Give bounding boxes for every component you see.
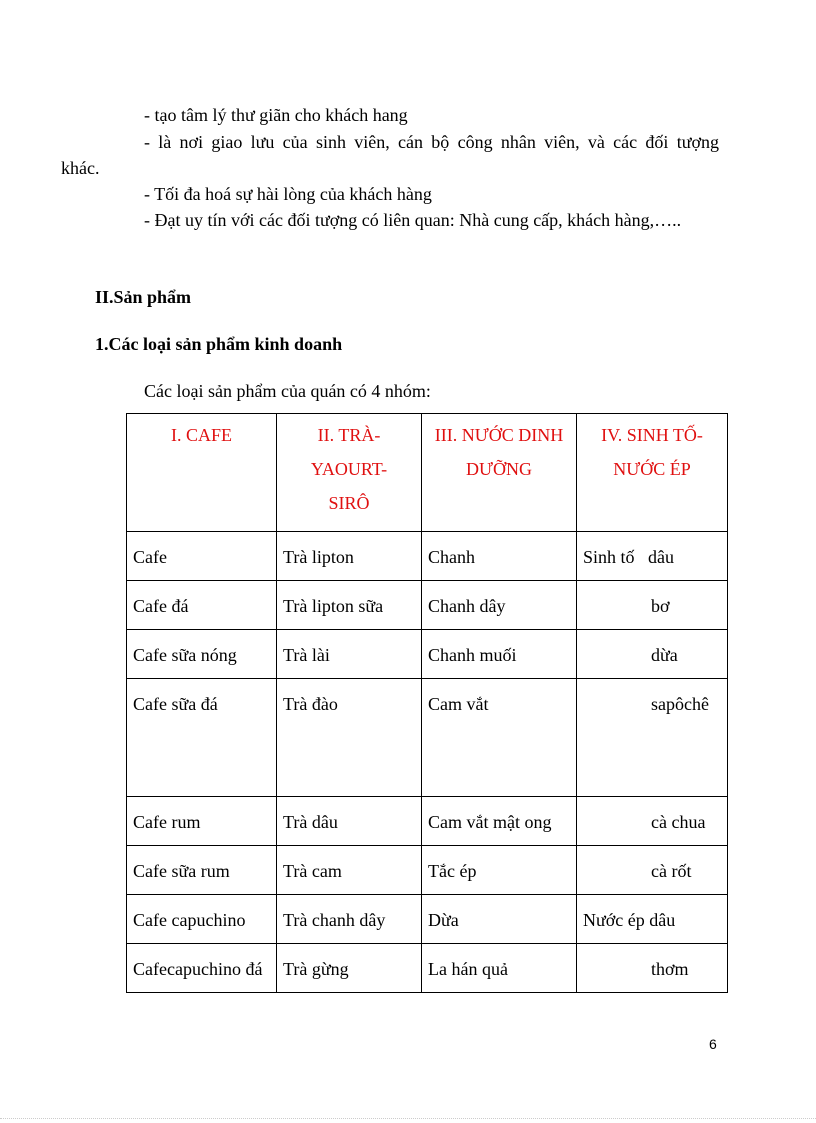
table-cell: Cafe sữa nóng (127, 630, 277, 679)
products-table (126, 413, 728, 993)
table-cell: thơm (577, 944, 728, 993)
table-cell: Trà đào (277, 679, 422, 797)
table-cell: Trà lipton sữa (277, 581, 422, 630)
table-cell: La hán quả (422, 944, 577, 993)
table-cell: dừa (577, 630, 728, 679)
table-cell: Cafe sữa đá (127, 679, 277, 797)
table-header-row (127, 414, 728, 532)
table-row (127, 679, 728, 797)
table-row (127, 797, 728, 846)
header-nutrition-drinks: III. NƯỚC DINH DƯỠNG (422, 414, 577, 532)
bullet-reputation: - Đạt uy tín với các đối tượng có liên quan: Nhà cung cấp, khách hàng,….. (144, 210, 682, 230)
subsection-heading: 1.Các loại sản phẩm kinh doanh (95, 334, 343, 354)
bullet-relaxation: - tạo tâm lý thư giãn cho khách hang (144, 105, 408, 125)
page-number: 6 (709, 1036, 717, 1052)
table-cell: Chanh (422, 532, 577, 581)
table-cell: Cafecapuchino đá (127, 944, 277, 993)
table-cell: Cafe đá (127, 581, 277, 630)
table-row (127, 581, 728, 630)
bullet-meeting-place-continued: khác. (61, 158, 100, 178)
table-cell: Cam vắt mật ong (422, 797, 577, 846)
table-cell: Cafe capuchino (127, 895, 277, 944)
table-row (127, 895, 728, 944)
table-cell: Trà dâu (277, 797, 422, 846)
header-cafe: I. CAFE (127, 414, 277, 532)
table-cell: cà chua (577, 797, 728, 846)
table-cell: Sinh tố dâu (577, 532, 728, 581)
table-cell: Trà lài (277, 630, 422, 679)
header-tea-yogurt-syrup: II. TRÀ- YAOURT- SIRÔ (277, 414, 422, 532)
header-smoothies-juices: IV. SINH TỐ- NƯỚC ÉP (577, 414, 728, 532)
table-row (127, 846, 728, 895)
table-cell: Tắc ép (422, 846, 577, 895)
intro-text: Các loại sản phẩm của quán có 4 nhóm: (144, 381, 431, 401)
table-cell: Nước ép dâu (577, 895, 728, 944)
table-cell: Cafe sữa rum (127, 846, 277, 895)
table-cell: Cafe (127, 532, 277, 581)
table-cell: cà rốt (577, 846, 728, 895)
table-row (127, 944, 728, 993)
table-cell: bơ (577, 581, 728, 630)
table-cell: Trà cam (277, 846, 422, 895)
table-row (127, 532, 728, 581)
table-cell: Dừa (422, 895, 577, 944)
table-row (127, 630, 728, 679)
table-cell: Cafe rum (127, 797, 277, 846)
table-cell: Chanh muối (422, 630, 577, 679)
table-cell: Cam vắt (422, 679, 577, 797)
table-cell: Trà lipton (277, 532, 422, 581)
table-cell: Chanh dây (422, 581, 577, 630)
table-cell: Trà chanh dây (277, 895, 422, 944)
bullet-satisfaction: - Tối đa hoá sự hài lòng của khách hàng (144, 184, 432, 204)
table-cell: sapôchê (577, 679, 728, 797)
table-cell: Trà gừng (277, 944, 422, 993)
section-heading: II.Sản phẩm (95, 287, 192, 307)
bullet-meeting-place: - là nơi giao lưu của sinh viên, cán bộ công nhân viên, và các đối tượng (144, 132, 719, 152)
footer-divider (0, 1118, 816, 1119)
